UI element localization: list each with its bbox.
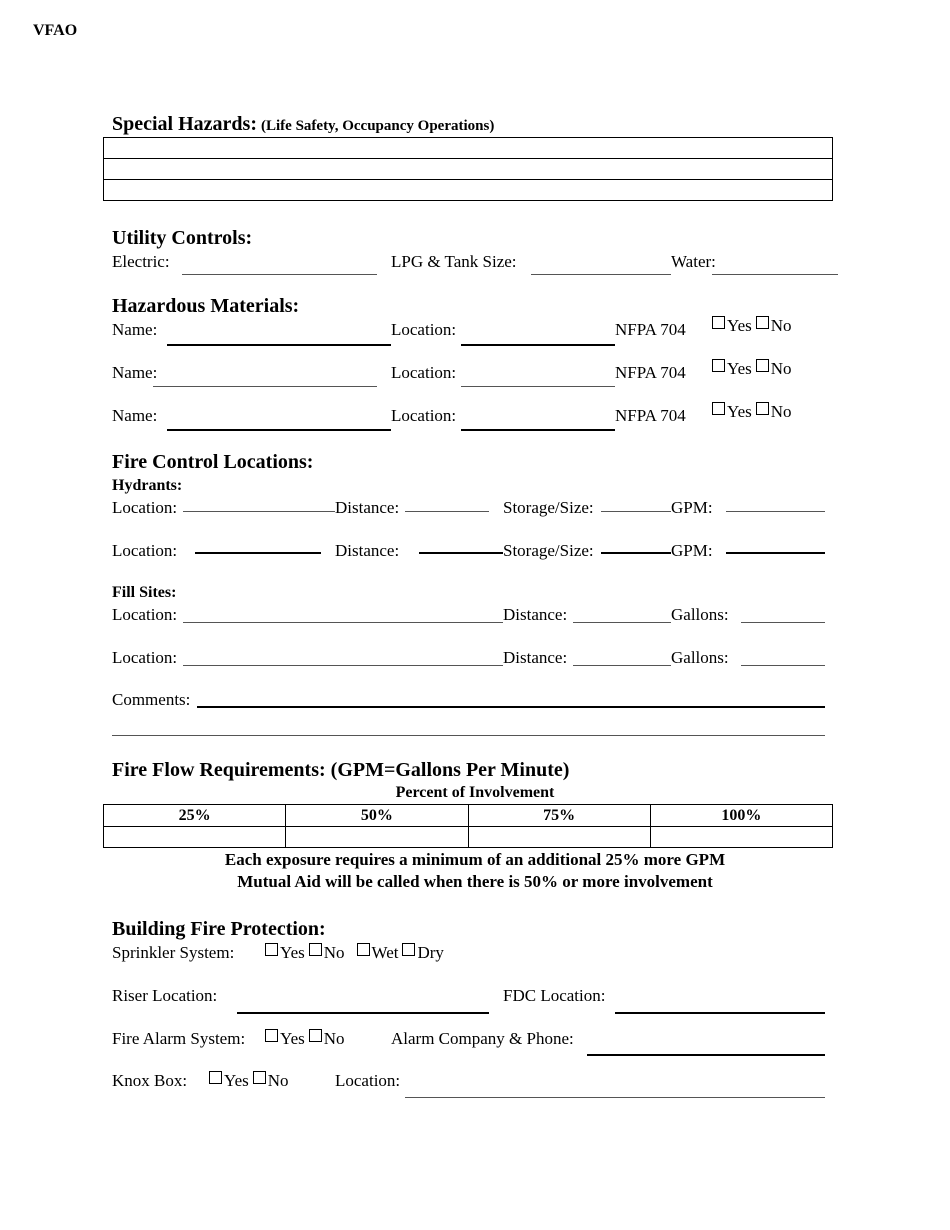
- hydrant-gpm-label: GPM:: [671, 541, 713, 560]
- alarm-yes-checkbox[interactable]: [265, 1029, 278, 1042]
- fill-location-label: Location:: [112, 605, 178, 624]
- fire-alarm-label: Fire Alarm System:: [112, 1029, 246, 1048]
- electric-field[interactable]: [182, 274, 377, 275]
- hydrant-gpm-field[interactable]: [726, 511, 825, 512]
- fire-flow-table: [103, 804, 833, 848]
- riser-location-field[interactable]: [237, 1012, 489, 1014]
- fire-flow-cell[interactable]: [468, 827, 650, 848]
- hazmat-name-field[interactable]: [167, 344, 391, 346]
- fire-flow-cell[interactable]: [650, 827, 832, 848]
- alarm-yes-label: Yes: [280, 1029, 305, 1048]
- fdc-location-label: FDC Location:: [503, 986, 606, 1005]
- hazmat-name-label: Name:: [112, 406, 158, 425]
- hydrant-distance-label: Distance:: [335, 498, 400, 517]
- hazmat-location-field[interactable]: [461, 429, 615, 431]
- fill-sites-title: Fill Sites:: [112, 584, 177, 601]
- fire-flow-header: 100%: [650, 805, 832, 827]
- nfpa-label: NFPA 704: [615, 406, 686, 425]
- nfpa-yes-checkbox[interactable]: [712, 402, 725, 415]
- sprinkler-no-label: No: [323, 943, 345, 962]
- fill-gallons-field[interactable]: [741, 622, 825, 623]
- hydrant-storage-field[interactable]: [601, 511, 671, 512]
- nfpa-no-checkbox[interactable]: [756, 402, 769, 415]
- nfpa-label: NFPA 704: [615, 363, 686, 382]
- sprinkler-wet-label: Wet: [371, 943, 399, 962]
- special-hazards-row[interactable]: [104, 180, 833, 201]
- fire-flow-header: 75%: [468, 805, 650, 827]
- knox-no-label: No: [267, 1071, 289, 1090]
- knox-location-label: Location:: [335, 1071, 401, 1090]
- fill-location-field[interactable]: [183, 665, 503, 666]
- special-hazards-heading: [112, 113, 494, 136]
- hydrant-location-label: Location:: [112, 498, 178, 517]
- alarm-no-checkbox[interactable]: [309, 1029, 322, 1042]
- sprinkler-dry-label: Dry: [417, 943, 444, 962]
- special-hazards-subtitle: (Life Safety, Occupancy Operations): [261, 118, 495, 134]
- hydrant-storage-field[interactable]: [601, 552, 671, 554]
- fill-distance-field[interactable]: [573, 622, 671, 623]
- hydrant-storage-label: Storage/Size:: [503, 498, 594, 517]
- org-header: VFAO: [33, 22, 78, 39]
- fire-flow-title: Fire Flow Requirements: (GPM=Gallons Per Minute): [112, 759, 570, 781]
- water-field[interactable]: [712, 274, 838, 275]
- sprinkler-dry-checkbox[interactable]: [402, 943, 415, 956]
- knox-no-checkbox[interactable]: [253, 1071, 266, 1084]
- fill-gallons-label: Gallons:: [671, 648, 729, 667]
- hazmat-location-field[interactable]: [461, 386, 615, 387]
- hazmat-name-field[interactable]: [167, 429, 391, 431]
- alarm-company-label: Alarm Company & Phone:: [391, 1029, 574, 1048]
- nfpa-options: [712, 359, 792, 379]
- hazardous-materials-title: Hazardous Materials:: [112, 295, 300, 317]
- comments-label: Comments:: [112, 690, 191, 709]
- sprinkler-label: Sprinkler System:: [112, 943, 235, 962]
- nfpa-no-label: No: [770, 402, 792, 421]
- sprinkler-wet-checkbox[interactable]: [357, 943, 370, 956]
- knox-yes-checkbox[interactable]: [209, 1071, 222, 1084]
- sprinkler-yes-checkbox[interactable]: [265, 943, 278, 956]
- fire-flow-header: 25%: [104, 805, 286, 827]
- comments-field-line2[interactable]: [112, 735, 825, 736]
- lpg-field[interactable]: [531, 274, 671, 275]
- electric-label: Electric:: [112, 252, 170, 271]
- nfpa-yes-label: Yes: [727, 402, 752, 421]
- nfpa-yes-checkbox[interactable]: [712, 359, 725, 372]
- nfpa-yes-label: Yes: [727, 316, 752, 335]
- fill-gallons-field[interactable]: [741, 665, 825, 666]
- water-label: Water:: [671, 252, 716, 271]
- alarm-company-field[interactable]: [587, 1054, 825, 1056]
- hydrant-distance-label: Distance:: [335, 541, 400, 560]
- fill-location-field[interactable]: [183, 622, 503, 623]
- special-hazards-table: [103, 137, 833, 201]
- special-hazards-title: Special Hazards:: [112, 113, 257, 135]
- hydrants-title: Hydrants:: [112, 477, 183, 494]
- comments-field[interactable]: [197, 706, 825, 708]
- fire-control-title: Fire Control Locations:: [112, 451, 314, 473]
- building-protection-title: Building Fire Protection:: [112, 918, 326, 940]
- nfpa-no-label: No: [770, 359, 792, 378]
- nfpa-options: [712, 402, 792, 422]
- fire-flow-note-1: Each exposure requires a minimum of an additional 25% more GPM: [224, 850, 726, 869]
- special-hazards-row[interactable]: [104, 159, 833, 180]
- hazmat-name-label: Name:: [112, 363, 158, 382]
- hydrant-location-label: Location:: [112, 541, 178, 560]
- nfpa-no-checkbox[interactable]: [756, 316, 769, 329]
- sprinkler-no-checkbox[interactable]: [309, 943, 322, 956]
- fill-distance-field[interactable]: [573, 665, 671, 666]
- fill-distance-label: Distance:: [503, 605, 568, 624]
- hydrant-storage-label: Storage/Size:: [503, 541, 594, 560]
- percent-involvement-caption: Percent of Involvement: [395, 784, 555, 801]
- sprinkler-options: [265, 943, 444, 963]
- nfpa-yes-label: Yes: [727, 359, 752, 378]
- utility-controls-title: Utility Controls:: [112, 227, 253, 249]
- sprinkler-yes-label: Yes: [280, 943, 305, 962]
- fire-flow-header: 50%: [286, 805, 468, 827]
- hydrant-distance-field[interactable]: [419, 552, 503, 554]
- hydrant-location-field[interactable]: [183, 511, 335, 512]
- nfpa-label: NFPA 704: [615, 320, 686, 339]
- fill-distance-label: Distance:: [503, 648, 568, 667]
- hazmat-name-field[interactable]: [153, 386, 377, 387]
- knox-box-label: Knox Box:: [112, 1071, 188, 1090]
- nfpa-options: [712, 316, 792, 336]
- knox-location-field[interactable]: [405, 1097, 825, 1098]
- hydrant-gpm-label: GPM:: [671, 498, 713, 517]
- hazmat-location-label: Location:: [391, 320, 457, 339]
- nfpa-yes-checkbox[interactable]: [712, 316, 725, 329]
- hazmat-location-field[interactable]: [461, 344, 615, 346]
- hazmat-location-label: Location:: [391, 406, 457, 425]
- hydrant-gpm-field[interactable]: [726, 552, 825, 554]
- nfpa-no-checkbox[interactable]: [756, 359, 769, 372]
- hydrant-distance-field[interactable]: [405, 511, 489, 512]
- fire-flow-note-2: Mutual Aid will be called when there is 50% or more involvement: [237, 872, 713, 891]
- riser-location-label: Riser Location:: [112, 986, 218, 1005]
- alarm-no-label: No: [323, 1029, 345, 1048]
- fill-gallons-label: Gallons:: [671, 605, 729, 624]
- fire-flow-cell[interactable]: [286, 827, 468, 848]
- knox-yes-label: Yes: [224, 1071, 249, 1090]
- fire-flow-cell[interactable]: [104, 827, 286, 848]
- hydrant-location-field[interactable]: [195, 552, 321, 554]
- special-hazards-row[interactable]: [104, 138, 833, 159]
- knox-box-options: [209, 1071, 289, 1091]
- lpg-label: LPG & Tank Size:: [391, 252, 517, 271]
- nfpa-no-label: No: [770, 316, 792, 335]
- fire-alarm-options: [265, 1029, 345, 1049]
- fill-location-label: Location:: [112, 648, 178, 667]
- hazmat-location-label: Location:: [391, 363, 457, 382]
- fdc-location-field[interactable]: [615, 1012, 825, 1014]
- hazmat-name-label: Name:: [112, 320, 158, 339]
